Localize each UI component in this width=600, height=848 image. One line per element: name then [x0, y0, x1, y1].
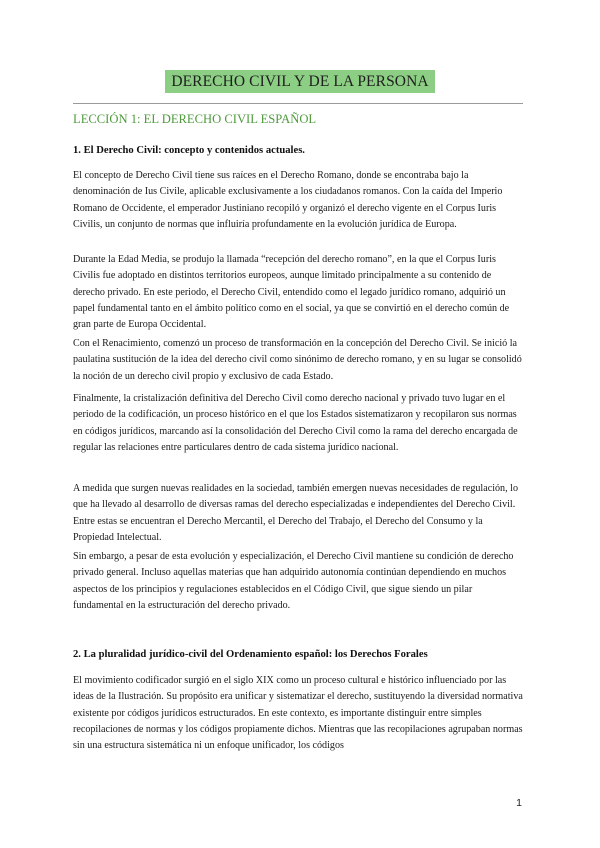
document-title: DERECHO CIVIL Y DE LA PERSONA [165, 70, 434, 93]
page-number: 1 [516, 797, 522, 809]
section-1-heading: 1. El Derecho Civil: concepto y contenidos actuales. [73, 145, 305, 156]
section-1-paragraph-4: Finalmente, la cristalización definitiva del Derecho Civil como derecho nacional y privado tuvo lugar en el periodo de la codificación, un proceso histórico en el que los Estados sistematizaron y recopilaron sus normas en códigos jurídicos, marcando así la consolidación del Derecho Civil como la rama del derecho encargada de regular las relaciones entre particulares dentro de cada sistema jurídico nacional. [73, 393, 518, 453]
section-1-paragraph-2: Durante la Edad Media, se produjo la llamada “recepción del derecho romano”, en la que el Corpus Iuris Civilis fue adoptado en distintos territorios europeos, aunque limitado principalmente a su contenido de derecho privado. En este periodo, el Derecho Civil, entendido como el legado jurídico romano, adquirió un papel fundamental tanto en el ámbito político como en el social, ya que se convirtió en el derecho común de gran parte de Europa Occidental. [73, 254, 510, 331]
section-1-paragraph-1: El concepto de Derecho Civil tiene sus raíces en el Derecho Romano, donde se encontraba bajo la denominación de Ius Civile, aplicable exclusivamente a los ciudadanos romanos. Con la caída del Imperio Romano de Occidente, el emperador Justiniano recopiló y organizó el derecho vigente en el Corpus Iuris Civilis, un conjunto de normas que influiría profundamente en la evolución jurídica de Europa. [73, 170, 503, 230]
section-2-heading: 2. La pluralidad jurídico-civil del Ordenamiento español: los Derechos Forales [73, 649, 428, 660]
section-1-paragraph-5: A medida que surgen nuevas realidades en la sociedad, también emergen nuevas necesidades de regulación, lo que ha llevado al desarrollo de diversas ramas del derecho especializadas e independientes del Derecho Civil. Entre estas se encuentran el Derecho Mercantil, el Derecho del Trabajo, el Derecho del Consumo y la Propiedad Intelectual. [73, 483, 518, 543]
section-1-paragraph-6: Sin embargo, a pesar de esta evolución y especialización, el Derecho Civil mantiene su condición de derecho privado general. Incluso aquellas materias que han adquirido autonomía continúan dependiendo en muchos aspectos de los principios y regulaciones establecidos en el Código Civil, que sigue siendo un pilar fundamental en la estructuración del derecho privado. [73, 551, 514, 611]
section-1-paragraph-3: Con el Renacimiento, comenzó un proceso de transformación en la concepción del Derecho Civil. Se inició la paulatina sustitución de la idea del derecho civil como sinónimo de derecho romano, y en su lugar se consolidó la noción de un derecho civil propio y exclusivo de cada Estado. [73, 338, 522, 382]
title-divider [73, 103, 523, 104]
title-wrap [0, 70, 600, 93]
section-2-paragraph-1: El movimiento codificador surgió en el siglo XIX como un proceso cultural e histórico influenciado por las ideas de la Ilustración. Su propósito era unificar y sistematizar el derecho, sustituyendo la diversidad normativa existente por códigos jurídicos estructurados. En este contexto, es importante distinguir entre simples recopilaciones de normas y los códigos propiamente dichos. Mientras que las recopilaciones agrupaban normas sin una estructura sistemática ni un enfoque unificador, los códigos [73, 675, 523, 752]
lesson-heading: LECCIÓN 1: EL DERECHO CIVIL ESPAÑOL [73, 112, 317, 126]
